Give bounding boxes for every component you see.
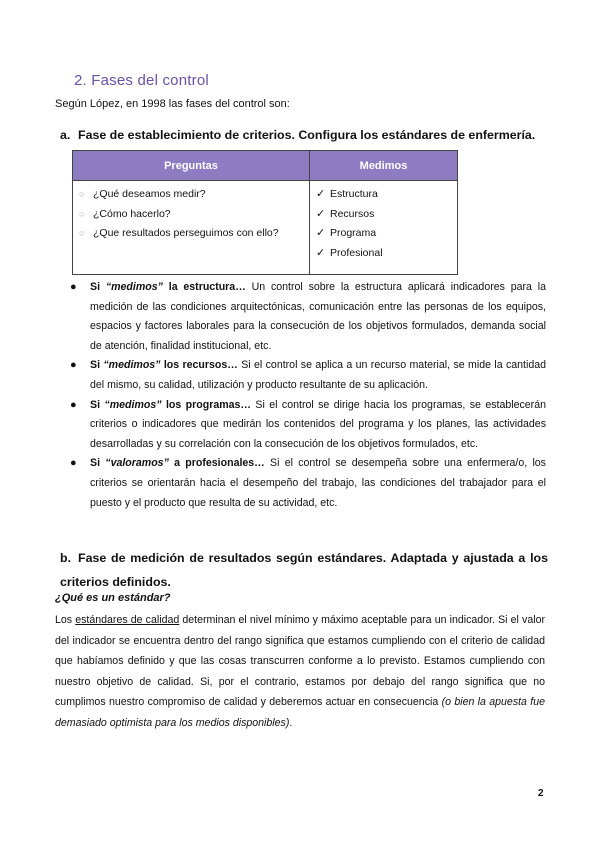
subsection-a-title: Fase de establecimiento de criterios. Configura los estándares de enfermería. (78, 128, 536, 142)
bullet-text: Si el control se dirige hacia los programas, se establecerán criterios o indicadores que medirán los contenidos del programa y los planes, las actividades desarrolladas y su correlación con la consecución de los objetivos formulados, etc. (90, 398, 546, 450)
bullet-list (70, 278, 546, 513)
checkmark-icon: ✓ (316, 246, 326, 259)
list-item (70, 454, 546, 513)
paragraph-end: . (289, 716, 293, 729)
questions-cell (73, 181, 310, 275)
list-item (79, 185, 303, 205)
subsection-a-letter: a. (60, 128, 71, 142)
bullet-dot-icon: ● (70, 281, 77, 293)
list-item (70, 396, 546, 455)
measure-text: Recursos (330, 207, 375, 220)
body-paragraph (55, 610, 545, 734)
checkmark-icon: ✓ (316, 188, 326, 200)
measure-text: Programa (330, 227, 377, 239)
bullet-lead: Si “valoramos” a profesionales… (90, 457, 265, 470)
list-item (79, 224, 303, 244)
checkmark-icon: ✓ (316, 227, 326, 239)
paragraph-text: determinan el nivel mínimo y máximo aceptable para un indicador. Si el valor del indicador se encuentra dentro del rango significa que estamos cumpliendo con el criterio de calidad que habíamos definido y que las cosas transcurren conforme a lo previsto. Estamos cumpliendo con nuestro objetivo de calidad. Si, por el contrario, estamos por debajo del rango significa que no cumplimos nuestro compromiso de calidad y deberemos actuar en consecuencia (55, 614, 545, 709)
bullet-dot-icon: ● (70, 457, 77, 470)
list-item (316, 205, 451, 225)
measure-text: Estructura (330, 188, 378, 200)
bullet-text: Si el control se aplica a un recurso material, se mide la cantidad del mismo, su calidad, utilización y producto resultante de su aplicación. (90, 359, 546, 391)
bullet-dot-icon: ● (70, 359, 77, 372)
list-item (70, 278, 546, 356)
list-item (316, 244, 451, 264)
question-text: ¿Cómo hacerlo? (93, 207, 171, 220)
criteria-table (72, 150, 458, 275)
bullet-text: Un control sobre la estructura aplicará indicadores para la medición de las condiciones arquitectónicas, comunicación entre las personas de los equipos, espacios y factores laborales para la consecución de los objetivos formulados, demanda social de atención, finalidad institucional, etc. (90, 281, 546, 352)
paragraph-text: Los (55, 614, 76, 626)
header-medimos: Medimos (310, 151, 458, 181)
italic-note: (o bien la apuesta fue demasiado optimista para los medios disponibles) (55, 696, 545, 729)
measures-list (316, 185, 451, 263)
bullet-text: Si el control se desempeña sobre una enfermera/o, los criterios se orientarán hacia el desempeño del trabajo, las condiciones del trabajador para el puesto y el producto que resulta de su actividad, etc. (90, 457, 546, 509)
question-heading: ¿Qué es un estándar? (55, 592, 171, 604)
list-item (70, 356, 546, 395)
measure-text: Profesional (330, 246, 383, 259)
circle-bullet-icon: ○ (79, 189, 85, 199)
list-item (316, 185, 451, 205)
bullet-lead: Si “medimos” los recursos… (90, 359, 238, 372)
subsection-a-heading (60, 128, 535, 142)
subsection-b-letter: b. (60, 551, 72, 565)
question-text: ¿Que resultados perseguimos con ello? (93, 227, 279, 239)
list-item (316, 224, 451, 244)
questions-list (79, 185, 303, 244)
header-preguntas: Preguntas (73, 151, 310, 181)
checkmark-icon: ✓ (316, 207, 326, 220)
circle-bullet-icon: ○ (79, 228, 85, 238)
underlined-term: estándares de calidad (75, 614, 180, 626)
intro-text: Según López, en 1998 las fases del control son: (55, 98, 290, 110)
subsection-b-title: Fase de medición de resultados según estándares. Adaptada y ajustada a los criterios definidos. (60, 551, 548, 589)
circle-bullet-icon: ○ (79, 208, 85, 219)
table-row (73, 181, 458, 275)
list-item (79, 205, 303, 225)
section-heading: 2. Fases del control (74, 72, 209, 89)
bullet-dot-icon: ● (70, 398, 77, 411)
bullet-lead: Si “medimos” los programas… (90, 398, 252, 411)
question-text: ¿Qué deseamos medir? (93, 188, 206, 200)
bullet-lead: Si “medimos” la estructura… (90, 281, 246, 293)
measures-cell (310, 181, 458, 275)
table-header-row (73, 151, 458, 181)
page-number: 2 (538, 788, 544, 799)
subsection-b-heading (60, 546, 548, 594)
